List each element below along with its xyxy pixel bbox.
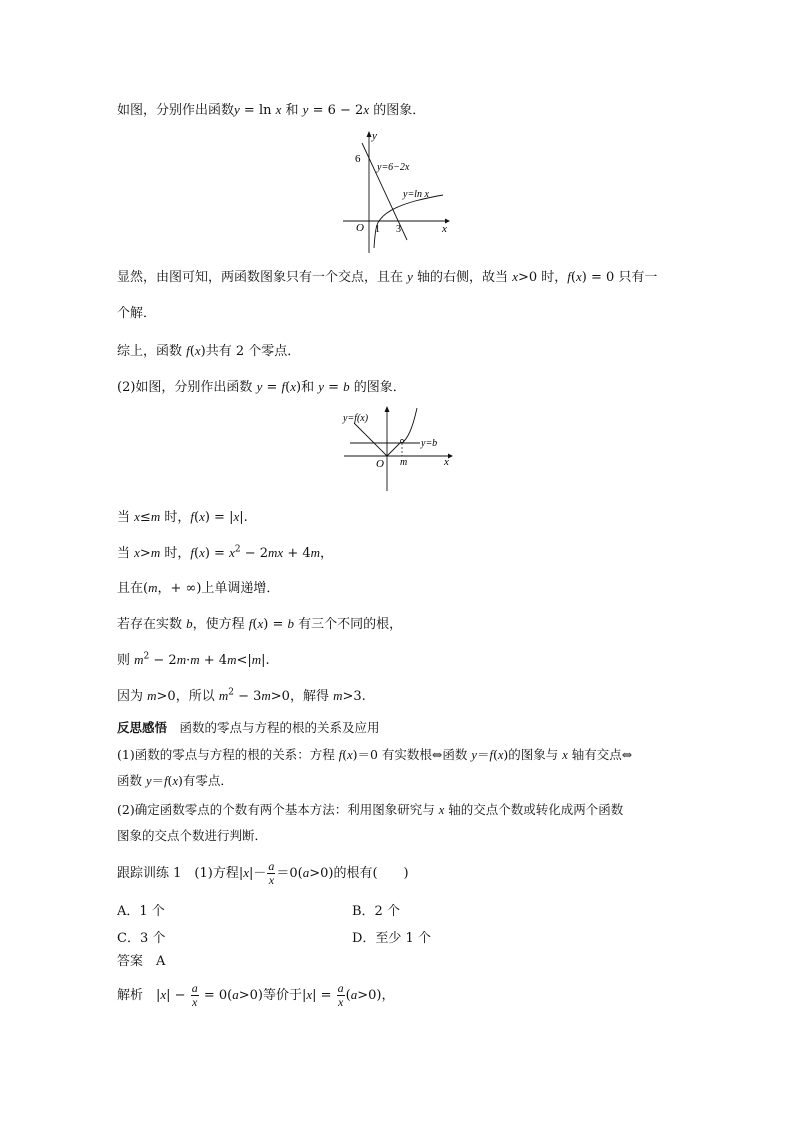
paragraph-conclusion-1: 显然，由图可知，两函数图象只有一个交点，且在 y 轴的右侧，故当 x>0 时，f(x) = 0 只有一 xyxy=(117,269,658,285)
reflection-point-1-cont: 函数 y＝f(x)有零点． xyxy=(117,773,233,788)
answer-line: 答案 A xyxy=(117,954,166,969)
option-a: A．1 个 xyxy=(117,904,165,919)
left-branch xyxy=(354,423,387,456)
line-case-1: 当 x≤m 时，f(x) = |x|. xyxy=(117,509,248,525)
option-d: D．至少 1 个 xyxy=(352,931,431,946)
tick-3: 3 xyxy=(396,224,401,235)
reflection-heading: 反思感悟 函数的零点与方程的根的关系及应用 xyxy=(117,720,380,735)
line-case-2: 当 x>m 时，$f(x) = x^2 - 2mx + 4m$， xyxy=(117,544,334,561)
x-axis-label: x xyxy=(442,223,447,235)
origin-label: O xyxy=(356,222,364,234)
open-point xyxy=(401,440,404,443)
figure-fx-and-b xyxy=(340,405,460,495)
label-line: y=6−2x xyxy=(377,162,410,173)
fraction-a-over-x-2: $\frac{a}{x}$ xyxy=(337,981,344,1009)
reflection-point-1: (1)函数的零点与方程的根的关系：方程 f(x)＝0 有实数根⇔函数 y＝f(x)的图象与 x 轴有交点⇔ xyxy=(117,747,633,762)
tick-6: 6 xyxy=(355,153,361,165)
paragraph-part2: (2)如图，分别作出函数 y = f(x)和 y = b 的图象． xyxy=(117,379,406,395)
label-b: y=b xyxy=(421,438,438,449)
line-inequality: 则 $m^2 - 2m\cdot m + 4m<|m|$. xyxy=(117,651,270,668)
tick-m: m xyxy=(400,457,408,468)
parabola-branch xyxy=(402,408,417,443)
label-fx: y=f(x) xyxy=(343,413,369,424)
exercise-question: 跟踪训练 1 (1)方程|x|－ $\frac{a}{x}$ ＝0(a>0)的根有( ) xyxy=(117,859,409,887)
fraction-a-over-x-1: $\frac{a}{x}$ xyxy=(191,981,198,1009)
line-monotonic: 且在(m，+ ∞)上单调递增． xyxy=(117,580,280,596)
analysis-line: 解析 |x| − $\frac{a}{x}$ = 0(a>0)等价于|x| = $\frac{a}{x}$ (a>0)， xyxy=(117,981,395,1009)
x-axis-label: x xyxy=(444,456,449,468)
curve-ln-x xyxy=(374,195,443,248)
paragraph-conclusion-2: 个解． xyxy=(117,306,157,321)
reflection-point-2-cont: 图象的交点个数进行判断． xyxy=(117,828,268,843)
tick-1: 1 xyxy=(375,224,380,235)
label-ln: y=ln x xyxy=(403,189,429,200)
reflection-point-2: (2)确定函数零点的个数有两个基本方法：利用图象研究与 x 轴的交点个数或转化成两个函数 xyxy=(117,802,624,817)
paragraph-intro: 如图，分别作出函数y = ln x 和 y = 6 − 2x 的图象． xyxy=(117,102,426,118)
option-c: C．3 个 xyxy=(117,931,166,946)
figure-ln-and-line xyxy=(335,128,455,258)
line-exists-b: 若存在实数 b，使方程 f(x) = b 有三个不同的根， xyxy=(117,616,403,632)
line-solution: 因为 m>0，所以 $m^2 - 3m>0$，解得 m>3. xyxy=(117,687,366,704)
paragraph-summary: 综上，函数 f(x)共有 2 个零点． xyxy=(117,343,301,359)
origin-label: O xyxy=(376,458,384,470)
y-axis-label: y xyxy=(372,130,377,142)
fraction-a-over-x: $\frac{a}{x}$ xyxy=(268,859,275,887)
option-b: B．2 个 xyxy=(352,904,400,919)
